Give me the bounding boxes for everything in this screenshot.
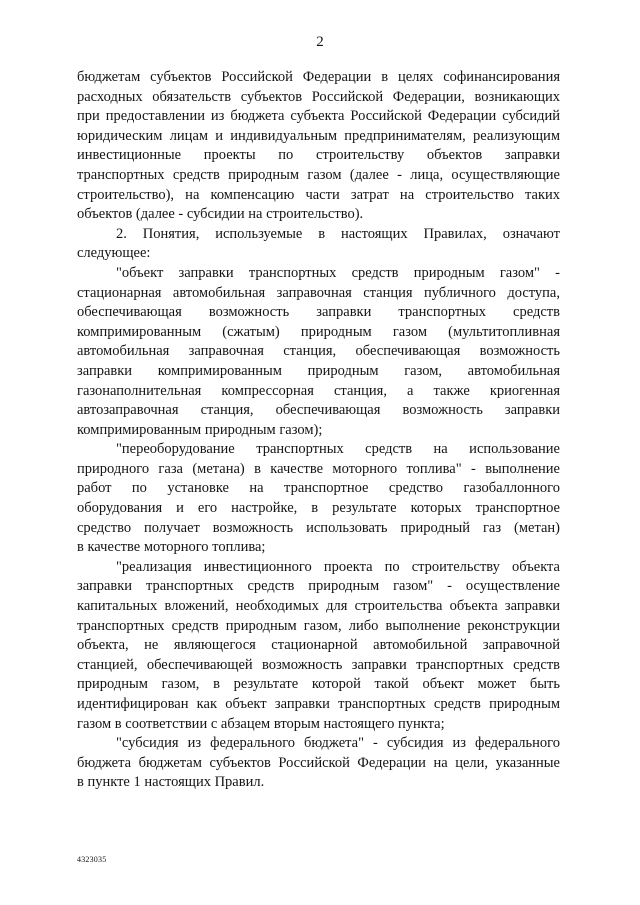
document-code: 4323035 [77, 855, 107, 864]
text-line: следующее: [77, 245, 151, 262]
text-line: заправки компримированным природным газом, автомобильная [77, 362, 560, 379]
text-line: объекта, не являющегося стационарной автомобильной заправочной [77, 637, 560, 654]
text-line: средство получает возможность использовать природный газ (метан) [77, 519, 560, 536]
text-line: инвестиционные проекты по строительству объектов заправки [77, 147, 560, 164]
text-line: автозаправочная станция, обеспечивающая возможность заправки [77, 402, 560, 419]
text-line: природного газа (метана) в качестве моторного топлива" - выполнение [77, 460, 560, 477]
paragraph-definition-federal-subsidy [77, 734, 560, 793]
text-line: газом в соответствии с абзацем вторым настоящего пункта; [77, 715, 445, 732]
paragraph-definition-refueling-object [77, 264, 560, 440]
text-line: "реализация инвестиционного проекта по строительству объекта [116, 558, 560, 575]
text-line: в качестве моторного топлива; [77, 539, 266, 556]
text-line: капитальных вложений, необходимых для строительства объекта заправки [77, 598, 560, 615]
text-line: обеспечивающая возможность заправки транспортных средств [77, 304, 560, 321]
paragraph-continuation [77, 68, 560, 225]
text-line: "переоборудование транспортных средств на использование [116, 441, 560, 458]
text-line: компримированным природным газом); [77, 421, 323, 438]
text-line: станцией, обеспечивающей возможность заправки транспортных средств [77, 656, 560, 673]
text-line: газонаполнительная компрессорная станция, а также криогенная [77, 382, 560, 399]
paragraph-definition-investment-project [77, 558, 560, 734]
text-line: автомобильная заправочная станция, обеспечивающая возможность [77, 343, 560, 360]
paragraph-item-2 [77, 225, 560, 264]
text-line: строительство), на компенсацию части затрат на строительство таких [77, 186, 560, 203]
text-line: транспортных средств природным газом, либо выполнение реконструкции [77, 617, 560, 634]
text-line: природным газом, в результате которой такой объект может быть [77, 676, 560, 693]
text-line: расходных обязательств субъектов Российской Федерации, возникающих [77, 88, 560, 105]
text-line: в пункте 1 настоящих Правил. [77, 774, 265, 791]
text-line: бюджетам субъектов Российской Федерации в целях софинансирования [77, 69, 560, 85]
document-body [77, 68, 560, 793]
text-line: компримированным (сжатым) природным газом (мультитопливная [77, 323, 560, 340]
text-line: 2. Понятия, используемые в настоящих Правилах, означают [116, 225, 560, 242]
text-line: оборудования и его настройке, в результате которых транспортное [77, 500, 560, 517]
text-line: "субсидия из федерального бюджета" - субсидия из федерального [116, 735, 560, 752]
paragraph-definition-conversion [77, 440, 560, 558]
text-line: бюджета бюджетам субъектов Российской Федерации на цели, указанные [77, 754, 560, 771]
text-line: работ по установке на транспортное средство газобаллонного [77, 480, 560, 497]
text-line: транспортных средств природным газом (далее - лица, осуществляющие [77, 166, 560, 183]
page-number: 2 [316, 34, 324, 50]
text-line: объектов (далее - субсидии на строительство). [77, 206, 364, 223]
text-line: стационарная автомобильная заправочная станция публичного доступа, [77, 284, 560, 301]
text-line: идентифицирован как объект заправки транспортных средств природным [77, 696, 560, 712]
text-line: "объект заправки транспортных средств природным газом" - [116, 264, 560, 281]
text-line: заправки транспортных средств природным газом" - осуществление [77, 578, 560, 595]
text-line: при предоставлении из бюджета субъекта Российской Федерации субсидий [77, 108, 560, 125]
text-line: юридическим лицам и индивидуальным предпринимателям, реализующим [77, 127, 560, 144]
